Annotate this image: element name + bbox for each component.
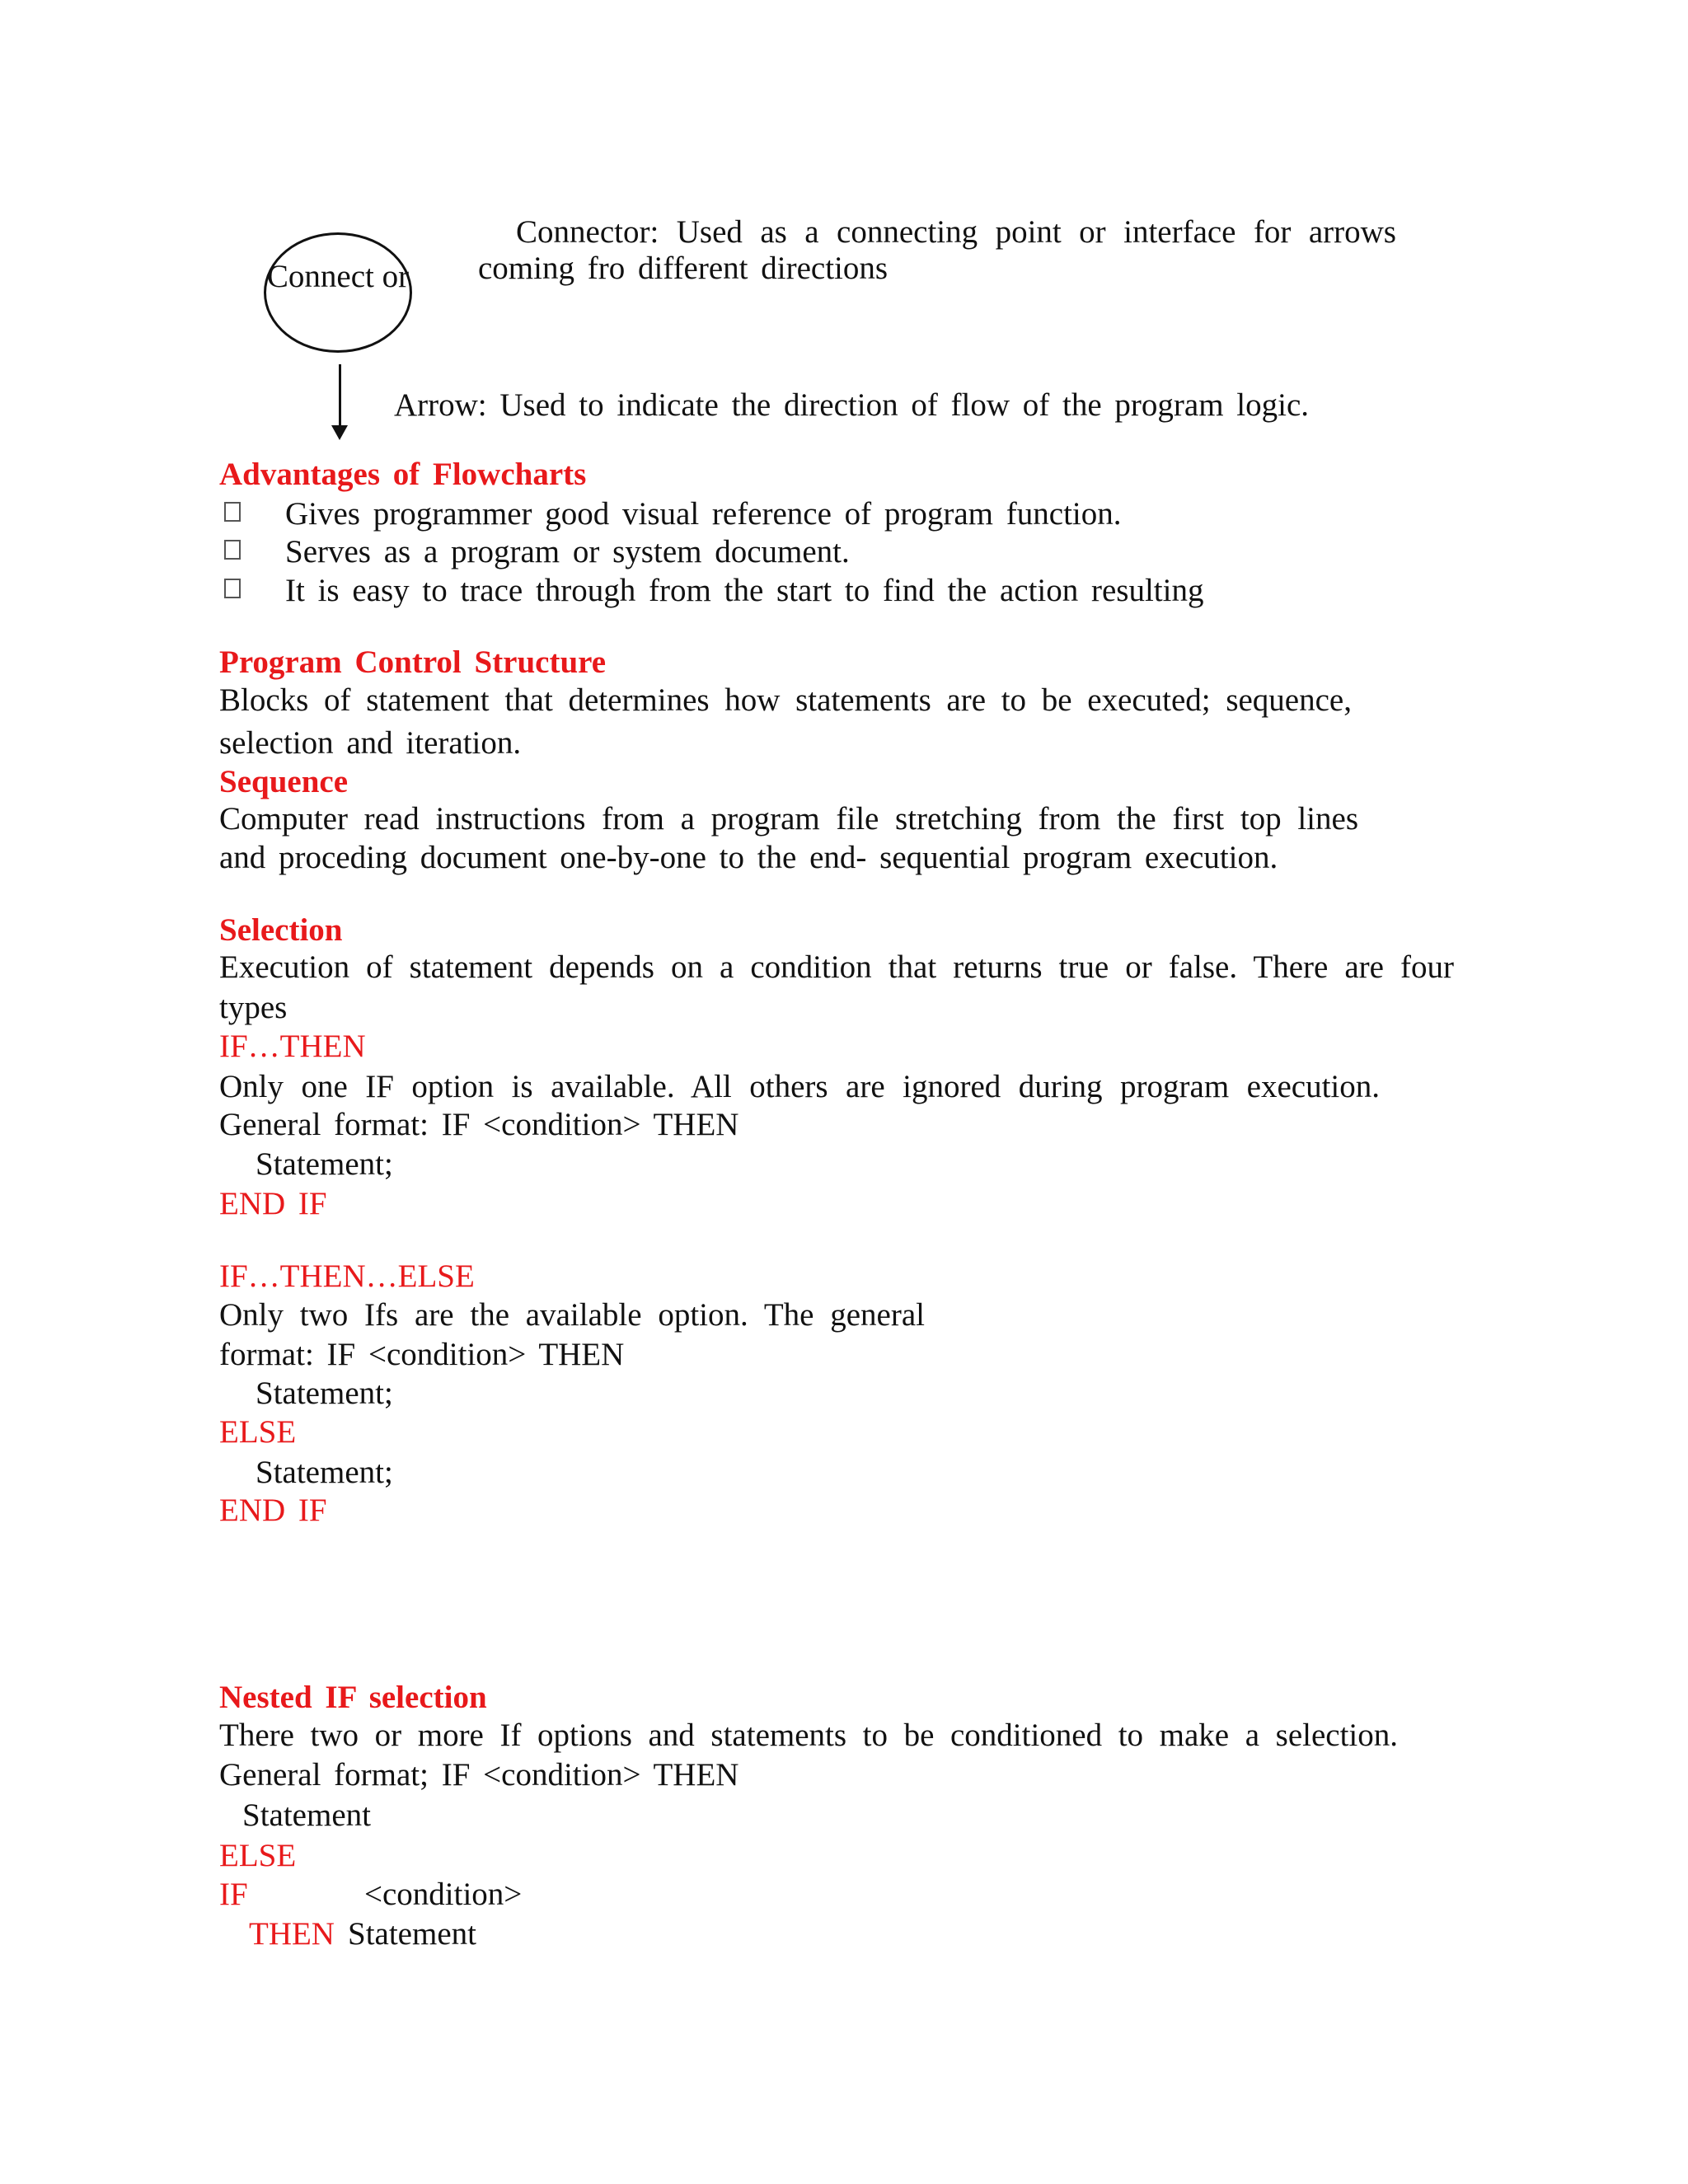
if-then-line1: Only one IF option is available. All others are ignored during program execution. bbox=[219, 1069, 1380, 1104]
nested-if-line1: There two or more If options and statements to be conditioned to make a selection. bbox=[219, 1718, 1398, 1753]
sequence-heading: Sequence bbox=[219, 764, 348, 799]
if-then-end: END IF bbox=[219, 1186, 327, 1221]
connector-description-line2: coming fro different directions bbox=[478, 251, 889, 286]
sequence-line2: and proceding document one-by-one to the end- sequential program execution. bbox=[219, 840, 1278, 875]
if-then-statement: Statement; bbox=[256, 1146, 393, 1182]
program-control-line2: selection and iteration. bbox=[219, 725, 522, 761]
if-then-else-end: END IF bbox=[219, 1493, 327, 1528]
if-then-else-line1: Only two Ifs are the available option. The general bbox=[219, 1297, 925, 1333]
arrow-symbol-head bbox=[331, 425, 348, 440]
if-then-else-statement-1: Statement; bbox=[256, 1376, 393, 1411]
nested-if-else: ELSE bbox=[219, 1838, 297, 1873]
selection-heading: Selection bbox=[219, 912, 343, 948]
connector-symbol-label: Connect or bbox=[266, 259, 410, 294]
selection-line2: types bbox=[219, 990, 288, 1025]
if-then-line2: General format: IF <condition> THEN bbox=[219, 1107, 739, 1142]
if-then-else-else: ELSE bbox=[219, 1414, 297, 1450]
advantages-item-2: Serves as a program or system document. bbox=[285, 534, 850, 569]
nested-if-statement-2: Statement bbox=[348, 1916, 476, 1952]
bullet-box-icon bbox=[224, 502, 241, 522]
arrow-symbol-line bbox=[339, 364, 341, 427]
nested-if-line2: General format; IF <condition> THEN bbox=[219, 1757, 739, 1793]
advantages-heading: Advantages of Flowcharts bbox=[219, 457, 587, 492]
nested-if-statement-1: Statement bbox=[242, 1797, 371, 1833]
bullet-box-icon bbox=[224, 579, 241, 598]
sequence-line1: Computer read instructions from a program file stretching from the first top lines bbox=[219, 801, 1358, 837]
selection-line1: Execution of statement depends on a condition that returns true or false. There are four bbox=[219, 949, 1454, 985]
program-control-heading: Program Control Structure bbox=[219, 644, 607, 680]
arrow-description: Arrow: Used to indicate the direction of flow of the program logic. bbox=[394, 387, 1310, 423]
connector-description-line1: Connector: Used as a connecting point or interface for arrows bbox=[516, 214, 1396, 250]
nested-if-if-keyword: IF bbox=[219, 1877, 248, 1912]
if-then-heading: IF…THEN bbox=[219, 1029, 366, 1064]
if-then-else-line2: format: IF <condition> THEN bbox=[219, 1337, 625, 1372]
if-then-else-statement-2: Statement; bbox=[256, 1455, 393, 1490]
program-control-line1: Blocks of statement that determines how statements are to be executed; sequence, bbox=[219, 682, 1352, 718]
nested-if-condition: <condition> bbox=[364, 1877, 523, 1912]
bullet-box-icon bbox=[224, 540, 241, 560]
if-then-else-heading: IF…THEN…ELSE bbox=[219, 1258, 475, 1294]
advantages-item-1: Gives programmer good visual reference of program function. bbox=[285, 496, 1122, 532]
advantages-item-3: It is easy to trace through from the start to find the action resulting bbox=[285, 573, 1204, 608]
nested-if-heading: Nested IF selection bbox=[219, 1680, 487, 1715]
nested-if-then-keyword: THEN bbox=[249, 1916, 335, 1952]
